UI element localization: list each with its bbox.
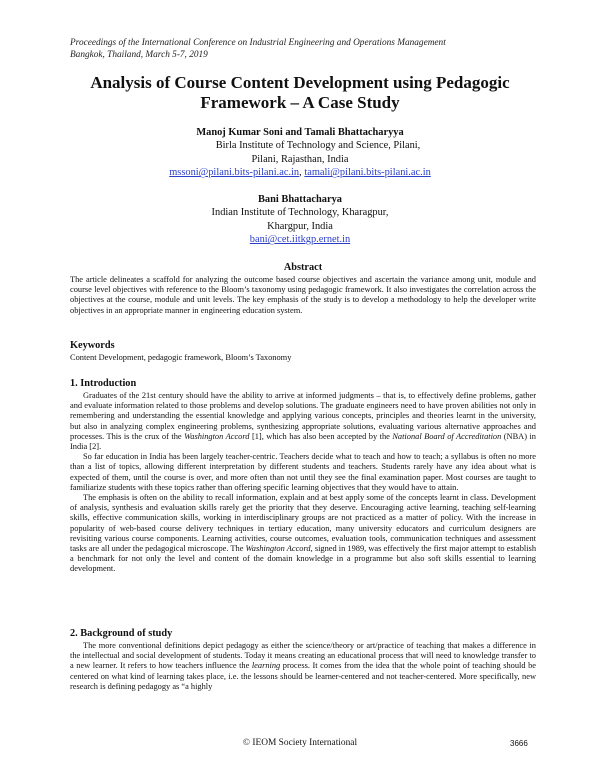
intro-p3-emphasis: Washington Accord: [245, 544, 311, 554]
author-group-2: [40, 193, 560, 247]
intro-p3-text-a: The emphasis is often on the ability to recall information, explain and at best apply some of the concepts learnt in class. Development of analysis, synthesis and evaluation skills rarely get the priority that they deserve. Encouraging active learning, teaching self-learning skills, effective communication skills, working in interdisciplinary groups are not practiced as a matter of policy. With the increase in popularity of web-based course delivery techniques in tertiary education, many university educators and curriculum designers are revisiting various course components. Learning activities, course outcomes, evaluation tools, communication techniques and assessment tasks are all under the pedagogical microscope. The: [70, 493, 536, 554]
author-names-1: Manoj Kumar Soni and Tamali Bhattacharyya: [196, 127, 404, 138]
intro-p1-text-a: Graduates of the 21st century should have the ability to arrive at informed judgments – that is, to effectively define problems, gather and evaluate information related to those problems and develop solutions. The graduate engineers need to have proven abilities not only in remembering and understanding the essential knowledge and applying various concepts, principles and theories learnt in the university, but also in analyzing complex engineering problems, synthesizing appropriate solutions, evaluating various alternative approaches and processes. This is the crux of the: [70, 391, 536, 441]
page-number: 3666: [510, 739, 528, 748]
abstract-heading: Abstract: [283, 262, 323, 273]
affiliation-1-line-2: Pilani, Rajasthan, India: [251, 153, 349, 165]
intro-p1-emphasis-2: National Board of Accreditation: [392, 431, 502, 441]
affiliation-2-line-2: Khargpur, India: [267, 220, 333, 232]
keywords-heading: Keywords: [70, 340, 115, 351]
keywords-body: [70, 353, 536, 363]
bg-p1-text-a: The more conventional definitions depict pedagogy as either the science/theory or art/practice of teaching that makes a difference in the intellectual and social development of students. Today it means creating an educational process that will need to knowledge transfer to a new learner. It refers to how teachers influence the: [70, 641, 536, 671]
intro-p3-text-b: , signed in 1989, was effectively the first major attempt to establish a benchmark for not only the level and content of the domain knowledge in a programme but also soft skills essential to learning development.: [70, 544, 537, 574]
bg-p1-text-b: process. It comes from the idea that the whole point of teaching should be centered on what kind of learning takes place, i.e. the lessons should be learner-centered and not teacher-centered. More specifically, new research is defining pedagogy as “a highly: [70, 661, 536, 691]
email-line-1: [40, 166, 560, 179]
paper-title: [40, 73, 560, 113]
intro-p1-emphasis-1: Washington Accord: [184, 431, 250, 441]
introduction-paragraph-3: [70, 493, 536, 575]
bg-p1-emphasis: learning: [251, 661, 281, 671]
affiliation-1-line-1: Birla Institute of Technology and Science, Pilani,: [215, 140, 421, 152]
paper-title-line-2: Framework – A Case Study: [200, 93, 400, 112]
background-body: [70, 641, 536, 692]
keywords-text: Content Development, pedagogic framework, Bloom’s Taxonomy: [70, 353, 292, 362]
introduction-paragraph-2: So far education in India has been largely teacher-centric. Teachers decide what to teach and how to teach; a syllabus is often no more than a list of topics, allowing different interpretation by different students and teachers. Students rarely have any idea about what is expected of them, until the course is over, and more often than not until they see the final examination paper. Most courses are taught to familiarize students with these topics rather than offering specific learning objectives that they would have to attain.: [70, 452, 536, 492]
paper-title-line-1: Analysis of Course Content Development using Pedagogic: [90, 73, 510, 92]
conference-header: [70, 38, 446, 61]
abstract-text: The article delineates a scaffold for analyzing the outcome based course objectives and ascertain the variance among unit, module and course level objectives with reference to the Bloom’s taxonomy using pedagogic framework. It also investigates the correlation across the objectives at the course, module and unit levels. The key emphasis of the study is to develop a methodology to help the developer write objectives in an appropriate manner in engineering education system.: [70, 275, 536, 315]
intro-p1-text-b: [1], which has also been accepted by the: [249, 431, 393, 441]
intro-p1-text-c: (NBA) in India [2].: [70, 431, 536, 452]
background-heading: 2. Background of study: [70, 628, 173, 639]
conference-name: Proceedings of the International Conference on Industrial Engineering and Operations Management: [70, 38, 446, 48]
affiliation-2-line-1: Indian Institute of Technology, Kharagpur,: [211, 207, 389, 219]
email-link-2[interactable]: tamali@pilani.bits-pilani.ac.in: [304, 167, 431, 179]
background-paragraph-1: [70, 641, 536, 692]
author-names-2: Bani Bhattacharya: [258, 194, 342, 205]
email-link-1[interactable]: mssoni@pilani.bits-pilani.ac.in: [169, 167, 300, 179]
email-separator: ,: [299, 167, 305, 179]
email-link-3[interactable]: bani@cet.iitkgp.ernet.in: [249, 234, 351, 246]
introduction-heading: 1. Introduction: [70, 378, 137, 389]
introduction-body: [70, 391, 536, 575]
introduction-paragraph-1: [70, 391, 536, 452]
author-group-1: [40, 126, 560, 180]
conference-location-date: Bangkok, Thailand, March 5-7, 2019: [70, 49, 208, 60]
abstract-body: [70, 275, 536, 316]
footer-copyright: © IEOM Society International: [242, 738, 358, 748]
